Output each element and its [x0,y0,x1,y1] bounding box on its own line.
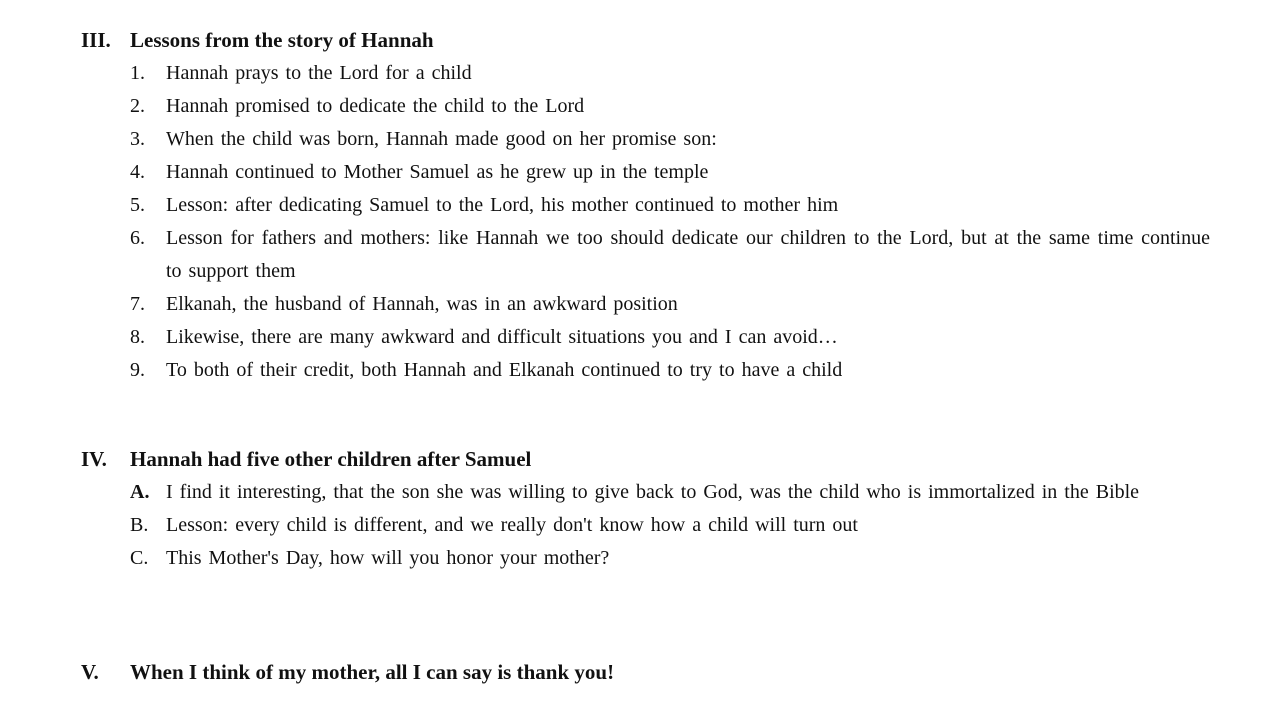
list-item [81,542,1210,575]
list-item-letter: C. [130,547,149,569]
section-heading [81,656,1210,689]
list-item-text: Lesson for fathers and mothers: like Hannah we too should dedicate our children to the Lord, but at the same time continue to support them [166,227,1210,282]
section-title: When I think of my mother, all I can say is thank you! [130,660,615,684]
list-item-number: 4. [130,161,145,183]
list-item-text: Likewise, there are many awkward and difficult situations you and I can avoid… [166,326,838,348]
numbered-list [81,57,1210,387]
section-numeral: V. [81,660,99,684]
outline-section-iv [81,443,1210,575]
section-heading [81,24,1210,57]
list-item [81,354,1210,387]
list-item-text: I find it interesting, that the son she was willing to give back to God, was the child who is immortalized in the Bible [166,481,1140,503]
list-item-text: Hannah continued to Mother Samuel as he grew up in the temple [166,161,709,183]
list-item [81,57,1210,90]
list-item-number: 9. [130,359,145,381]
list-item-number: 1. [130,62,145,84]
list-item [81,156,1210,189]
list-item-text: Hannah promised to dedicate the child to the Lord [166,95,585,117]
list-item [81,476,1210,509]
list-item [81,288,1210,321]
list-item [81,123,1210,156]
list-item [81,321,1210,354]
section-numeral: III. [81,28,111,52]
section-numeral: IV. [81,447,107,471]
outline-section-iii [81,24,1210,387]
list-item [81,90,1210,123]
section-title: Hannah had five other children after Samuel [130,447,532,471]
list-item-text: Lesson: after dedicating Samuel to the Lord, his mother continued to mother him [166,194,839,216]
list-item-text: Hannah prays to the Lord for a child [166,62,472,84]
list-item-number: 5. [130,194,145,216]
list-item-text: To both of their credit, both Hannah and Elkanah continued to try to have a child [166,359,843,381]
section-title: Lessons from the story of Hannah [130,28,434,52]
section-heading [81,443,1210,476]
list-item-number: 8. [130,326,145,348]
list-item-number: 3. [130,128,145,150]
list-item-text: This Mother's Day, how will you honor your mother? [166,547,610,569]
list-item-letter: B. [130,514,149,536]
list-item-text: Lesson: every child is different, and we really don't know how a child will turn out [166,514,858,536]
list-item-text: When the child was born, Hannah made good on her promise son: [166,128,717,150]
list-item-text: Elkanah, the husband of Hannah, was in an awkward position [166,293,678,315]
lettered-list [81,476,1210,575]
list-item-letter: A. [130,481,150,503]
list-item [81,509,1210,542]
list-item-number: 6. [130,227,145,249]
list-item-number: 2. [130,95,145,117]
list-item-number: 7. [130,293,145,315]
list-item [81,222,1210,288]
outline-section-v [81,656,1210,689]
list-item [81,189,1210,222]
